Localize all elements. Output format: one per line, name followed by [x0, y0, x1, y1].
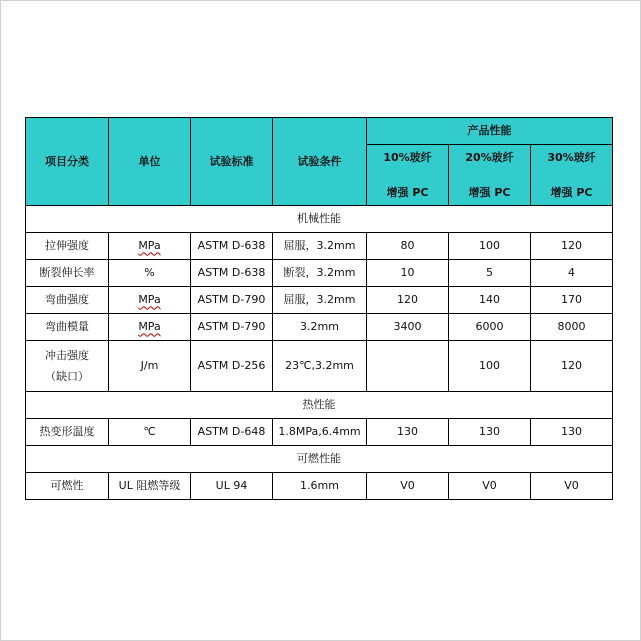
- header-category: 项目分类: [26, 118, 109, 206]
- cell-value-2: 100: [449, 341, 531, 392]
- cell-value-3: 120: [531, 233, 613, 260]
- cell-standard: ASTM D-648: [191, 419, 273, 446]
- cell-standard: ASTM D-638: [191, 260, 273, 287]
- cell-unit: [109, 233, 191, 260]
- cell-value-1: 10: [367, 260, 449, 287]
- cell-unit: [109, 287, 191, 314]
- cell-value-2: 100: [449, 233, 531, 260]
- spec-table: [25, 117, 613, 500]
- cell-value-2: 6000: [449, 314, 531, 341]
- header-product-1: [367, 145, 449, 206]
- cell-value-1: 3400: [367, 314, 449, 341]
- cell-condition: 1.8MPa,6.4mm: [273, 419, 367, 446]
- table-row: [26, 473, 613, 500]
- cell-condition: 3.2mm: [273, 314, 367, 341]
- table-row: [26, 341, 613, 392]
- cell-value-3: 130: [531, 419, 613, 446]
- cell-value-3: 4: [531, 260, 613, 287]
- cell-value-2: 140: [449, 287, 531, 314]
- cell-value-3: 170: [531, 287, 613, 314]
- section-mechanical: 机械性能: [26, 206, 613, 233]
- header-condition: 试验条件: [273, 118, 367, 206]
- cell-standard: UL 94: [191, 473, 273, 500]
- unit-text: MPa: [138, 293, 161, 307]
- header-standard: 试验标准: [191, 118, 273, 206]
- cell-value-3: V0: [531, 473, 613, 500]
- product-1-line1: 10%玻纤: [383, 150, 432, 164]
- cell-category: [26, 341, 109, 392]
- cell-category: 拉伸强度: [26, 233, 109, 260]
- cell-unit: J/m: [109, 341, 191, 392]
- section-row-thermal: [26, 392, 613, 419]
- cell-standard: ASTM D-638: [191, 233, 273, 260]
- cell-standard: ASTM D-790: [191, 314, 273, 341]
- header-performance: 产品性能: [367, 118, 613, 145]
- cell-category: 弯曲模量: [26, 314, 109, 341]
- cell-value-3: 120: [531, 341, 613, 392]
- cell-unit: UL 阻燃等级: [109, 473, 191, 500]
- cell-value-1: 120: [367, 287, 449, 314]
- table-row: [26, 287, 613, 314]
- cell-value-2: 130: [449, 419, 531, 446]
- cell-value-1: [367, 341, 449, 392]
- cell-unit: [109, 314, 191, 341]
- unit-text: MPa: [138, 239, 161, 253]
- cell-condition: 屈服，3.2mm: [273, 287, 367, 314]
- section-row-flammability: [26, 446, 613, 473]
- product-3-line1: 30%玻纤: [547, 150, 596, 164]
- table-row: [26, 233, 613, 260]
- cell-category: 断裂伸长率: [26, 260, 109, 287]
- section-flammability: 可燃性能: [26, 446, 613, 473]
- product-2-line2: 增强 PC: [468, 186, 511, 199]
- product-2-line1: 20%玻纤: [465, 150, 514, 164]
- unit-text: MPa: [138, 320, 161, 334]
- table-row: [26, 260, 613, 287]
- header-row: [26, 118, 613, 145]
- cell-condition: 屈服，3.2mm: [273, 233, 367, 260]
- cell-value-1: 80: [367, 233, 449, 260]
- table-row: [26, 314, 613, 341]
- category-line1: 冲击强度: [45, 348, 89, 362]
- cell-condition: 23℃,3.2mm: [273, 341, 367, 392]
- section-row-mechanical: [26, 206, 613, 233]
- cell-unit: ℃: [109, 419, 191, 446]
- section-thermal: 热性能: [26, 392, 613, 419]
- cell-condition: 断裂，3.2mm: [273, 260, 367, 287]
- cell-standard: ASTM D-256: [191, 341, 273, 392]
- cell-value-1: V0: [367, 473, 449, 500]
- product-1-line2: 增强 PC: [386, 186, 429, 199]
- product-3-line2: 增强 PC: [550, 186, 593, 199]
- cell-value-2: V0: [449, 473, 531, 500]
- cell-unit: %: [109, 260, 191, 287]
- header-product-3: [531, 145, 613, 206]
- cell-value-2: 5: [449, 260, 531, 287]
- cell-category: 可燃性: [26, 473, 109, 500]
- table-row: [26, 419, 613, 446]
- cell-condition: 1.6mm: [273, 473, 367, 500]
- header-product-2: [449, 145, 531, 206]
- category-line2: （缺口）: [45, 370, 89, 383]
- cell-value-3: 8000: [531, 314, 613, 341]
- cell-standard: ASTM D-790: [191, 287, 273, 314]
- cell-value-1: 130: [367, 419, 449, 446]
- cell-category: 热变形温度: [26, 419, 109, 446]
- cell-category: 弯曲强度: [26, 287, 109, 314]
- header-unit: 单位: [109, 118, 191, 206]
